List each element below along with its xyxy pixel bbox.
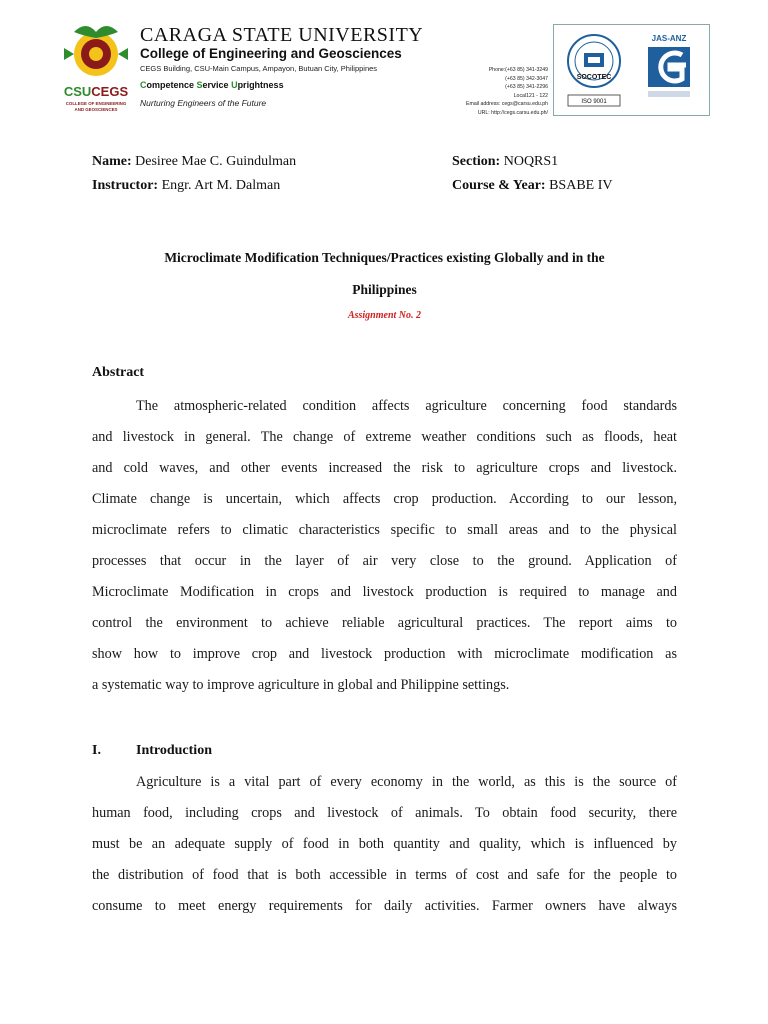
name-value: Desiree Mae C. Guindulman <box>135 154 297 169</box>
name-field <box>92 154 296 170</box>
abstract-line: and cold waves, and other events increased the risk to agriculture crops and livestock. <box>92 460 677 476</box>
section-field <box>452 154 558 170</box>
svg-text:CSUCEGS: CSUCEGS <box>63 84 129 99</box>
instructor-field <box>92 178 280 194</box>
motto-word-uprightness: prightness <box>237 80 284 90</box>
section-label: Section: <box>452 154 501 169</box>
abstract-line: control the environment to achieve reliable agricultural practices. The report aims to <box>92 615 677 631</box>
name-label: Name: <box>92 154 132 169</box>
contact-phone-3: (+63 85) 341-2296 <box>505 84 548 90</box>
motto-initial-s: S <box>196 80 203 90</box>
abstract-line: Climate change is uncertain, which affects crop production. According to our lesson, <box>92 491 677 507</box>
socotec-certification <box>560 31 628 111</box>
contact-phone-1: Phone:(+63 85) 341-3249 <box>488 67 548 73</box>
contact-block <box>388 66 548 117</box>
course-year-field <box>452 178 612 194</box>
college-motto <box>140 80 284 90</box>
assignment-number: Assignment No. 2 <box>347 310 422 321</box>
intro-paragraph <box>92 767 677 922</box>
abstract-line: show how to improve crop and livestock production with microclimate modification as <box>92 646 677 662</box>
intro-line: consume to meet energy requirements for daily activities. Farmer owners have always <box>92 898 677 914</box>
abstract-line: Microclimate Modification in crops and livestock production is required to manage and <box>92 584 677 600</box>
motto-word-competence: ompetence <box>146 80 197 90</box>
contact-email: Email address: cegs@carsu.edu.ph <box>466 101 548 107</box>
college-name: College of Engineering and Geosciences <box>140 46 402 61</box>
contact-url: URL: http://cegs.carsu.edu.ph/ <box>477 109 548 116</box>
motto-word-service: ervice <box>202 80 232 90</box>
instructor-label: Instructor: <box>92 178 159 193</box>
course-year-value: BSABE IV <box>549 178 613 193</box>
iso-label: ISO 9001 <box>581 99 607 105</box>
intro-line: Agriculture is a vital part of every economy in the world, as this is the source of <box>136 774 677 790</box>
intro-line: the distribution of food that is both accessible in terms of cost and safe for the people to <box>92 867 677 883</box>
svg-text:AND GEOSCIENCES: AND GEOSCIENCES <box>74 107 118 112</box>
abstract-line: processes that occur in the layer of air very close to the ground. Application of <box>92 553 677 569</box>
abstract-line: The atmospheric-related condition affects agriculture concerning food standards <box>136 398 677 414</box>
intro-section-number: I. <box>92 743 101 758</box>
document-title-line-2: Philippines <box>352 282 417 297</box>
jasanz-label: JAS-ANZ <box>651 34 687 43</box>
university-name: CARAGA STATE UNIVERSITY <box>140 24 424 46</box>
section-value: NOQRS1 <box>503 154 559 169</box>
instructor-value: Engr. Art M. Dalman <box>161 178 281 193</box>
intro-heading: Introduction <box>136 743 212 758</box>
socotec-seal-icon <box>560 31 628 111</box>
document-title-line-1: Microclimate Modification Techniques/Practices existing Globally and in the <box>164 250 605 265</box>
intro-line: human food, including crops and livestock of animals. To obtain food security, there <box>92 805 677 821</box>
motto-initial-u: U <box>231 80 238 90</box>
abstract-paragraph <box>92 391 677 701</box>
jasanz-certification <box>634 31 704 111</box>
university-seal-icon <box>60 18 132 118</box>
abstract-line: and livestock in general. The change of extreme weather conditions such as floods, heat <box>92 429 677 445</box>
contact-local: Local121 - 122 <box>513 92 548 99</box>
abstract-line: a systematic way to improve agriculture in global and Philippine settings. <box>92 677 510 693</box>
abstract-heading: Abstract <box>92 365 145 380</box>
college-tagline: Nurturing Engineers of the Future <box>140 98 267 108</box>
svg-text:COLLEGE OF ENGINEERING: COLLEGE OF ENGINEERING <box>65 101 127 106</box>
certification-box <box>553 24 710 116</box>
course-year-label: Course & Year: <box>452 178 546 193</box>
abstract-line: microclimate refers to climatic characteristics specific to small areas and to the physical <box>92 522 677 538</box>
motto-initial-c: C <box>140 80 147 90</box>
contact-phone-2: (+63 85) 342-3047 <box>505 75 548 82</box>
intro-line: must be an adequate supply of food in both quantity and quality, which is influenced by <box>92 836 677 852</box>
csucegs-logo <box>60 18 132 118</box>
college-address: CEGS Building, CSU-Main Campus, Ampayon, Butuan City, Philippines <box>140 64 378 73</box>
jasanz-logo-icon <box>634 31 704 111</box>
socotec-label: SOCOTEC <box>576 74 612 81</box>
